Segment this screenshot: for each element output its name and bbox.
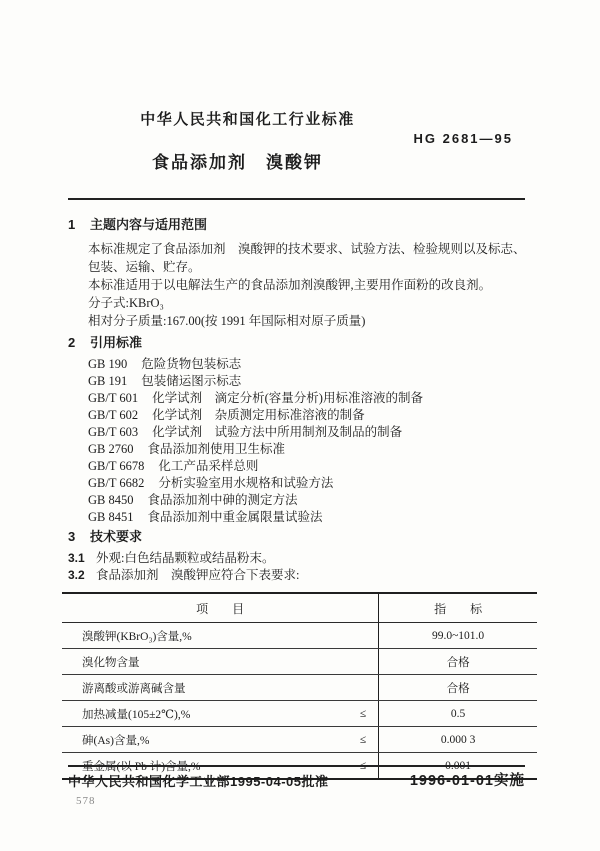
reference-code: GB/T 601: [88, 391, 139, 405]
spec-table: [62, 592, 537, 780]
reference-name: 化学试剂 杂质测定用标准溶液的制备: [152, 408, 365, 422]
paragraph: 本标准适用于以电解法生产的食品添加剂溴酸钾,主要用作面粉的改良剂。: [88, 278, 492, 292]
reference-name: 化学试剂 滴定分析(容量分析)用标准溶液的制备: [152, 391, 423, 405]
reference-item: [88, 424, 537, 441]
section1-body: [88, 240, 537, 330]
reference-item: [88, 373, 537, 390]
item-cell: 溴酸钾(KBrO₃)含量,%: [62, 623, 220, 649]
clause-number: 3.2: [68, 568, 85, 582]
table-header-row: [62, 593, 537, 623]
reference-name: 包装储运图示标志: [141, 374, 242, 388]
reference-item: [88, 390, 537, 407]
column-header-spec: 指 标: [379, 593, 537, 623]
reference-code: GB/T 6678: [88, 459, 145, 473]
clause-3-1: [68, 550, 537, 567]
paragraph: 本标准规定了食品添加剂 溴酸钾的技术要求、试验方法、检验规则以及标志、包装、运输、贮存。: [88, 242, 526, 274]
footer-implementation: 1996-01-01实施: [409, 773, 525, 789]
operator-cell: [220, 675, 378, 701]
reference-item: [88, 356, 537, 373]
clause-number: 3.1: [68, 551, 85, 565]
reference-code: GB/T 602: [88, 408, 139, 422]
reference-name: 分析实验室用水规格和试验方法: [158, 476, 334, 490]
table-row: [62, 675, 537, 701]
clause-3-2: [68, 567, 537, 584]
standard-number: HG 2681—95: [413, 131, 513, 146]
section-number: 3: [68, 529, 76, 544]
clause-text: 食品添加剂 溴酸钾应符合下表要求:: [96, 568, 300, 582]
table-row: [62, 623, 537, 649]
reference-item: [88, 509, 537, 526]
spec-cell: 合格: [379, 675, 537, 701]
section3-heading: [68, 528, 537, 546]
reference-name: 化工产品采样总则: [158, 459, 259, 473]
reference-item: [88, 407, 537, 424]
spec-cell: 0.5: [379, 701, 537, 727]
reference-code: GB 190: [88, 357, 128, 371]
reference-item: [88, 475, 537, 492]
operator-cell: [220, 649, 378, 675]
spec-cell: 0.000 3: [379, 727, 537, 753]
reference-code: GB 8450: [88, 493, 134, 507]
column-header-item: 项 目: [62, 593, 379, 623]
footer-approval: 中华人民共和国化学工业部1995-04-05批准: [68, 774, 329, 789]
section-title: 技术要求: [90, 529, 143, 544]
section1-heading: [68, 216, 537, 234]
item-cell: 溴化物含量: [62, 649, 220, 675]
reference-name: 食品添加剂中砷的测定方法: [147, 493, 298, 507]
section-title: 主题内容与适用范围: [90, 217, 208, 232]
item-cell: 游离酸或游离碱含量: [62, 675, 220, 701]
item-cell: 加热减量(105±2℃),%: [62, 701, 220, 727]
reference-code: GB 2760: [88, 442, 134, 456]
reference-code: GB 191: [88, 374, 128, 388]
reference-name: 危险货物包装标志: [141, 357, 242, 371]
operator-cell: ≤: [359, 759, 367, 772]
reference-list: [88, 356, 537, 526]
reference-code: GB/T 603: [88, 425, 139, 439]
spec-cell: 0.001: [379, 753, 537, 780]
operator-cell: ≤: [220, 701, 378, 727]
reference-name: 食品添加剂中重金属限量试验法: [147, 510, 323, 524]
page-number: 578: [76, 795, 96, 807]
page-title: 食品添加剂 溴酸钾: [152, 153, 323, 172]
section-number: 2: [68, 335, 76, 350]
paragraph: 分子式:KBrO₃: [88, 296, 164, 310]
reference-code: GB 8451: [88, 510, 134, 524]
org-line: 中华人民共和国化工行业标准: [140, 111, 355, 128]
section-number: 1: [68, 217, 76, 232]
reference-item: [88, 492, 537, 509]
footer-divider: [68, 765, 525, 767]
reference-item: [88, 441, 537, 458]
spec-cell: 合格: [379, 649, 537, 675]
table-row: [62, 727, 537, 753]
paragraph: 相对分子质量:167.00(按 1991 年国际相对原子质量): [88, 314, 366, 328]
operator-cell: [220, 623, 378, 649]
reference-name: 化学试剂 试验方法中所用制剂及制品的制备: [152, 425, 403, 439]
header-divider: [68, 198, 525, 200]
item-cell: 重金属(以 Pb 计)含量,%: [82, 760, 201, 773]
table-row: [62, 649, 537, 675]
clause-text: 外观:白色结晶颗粒或结晶粉末。: [96, 551, 275, 565]
section-title: 引用标准: [90, 335, 143, 350]
section2-heading: [68, 334, 537, 352]
table-row: [62, 701, 537, 727]
item-cell: 砷(As)含量,%: [62, 727, 220, 753]
reference-item: [88, 458, 537, 475]
operator-cell: ≤: [220, 727, 378, 753]
reference-code: GB/T 6682: [88, 476, 145, 490]
spec-cell: 99.0~101.0: [379, 623, 537, 649]
reference-name: 食品添加剂使用卫生标准: [147, 442, 286, 456]
